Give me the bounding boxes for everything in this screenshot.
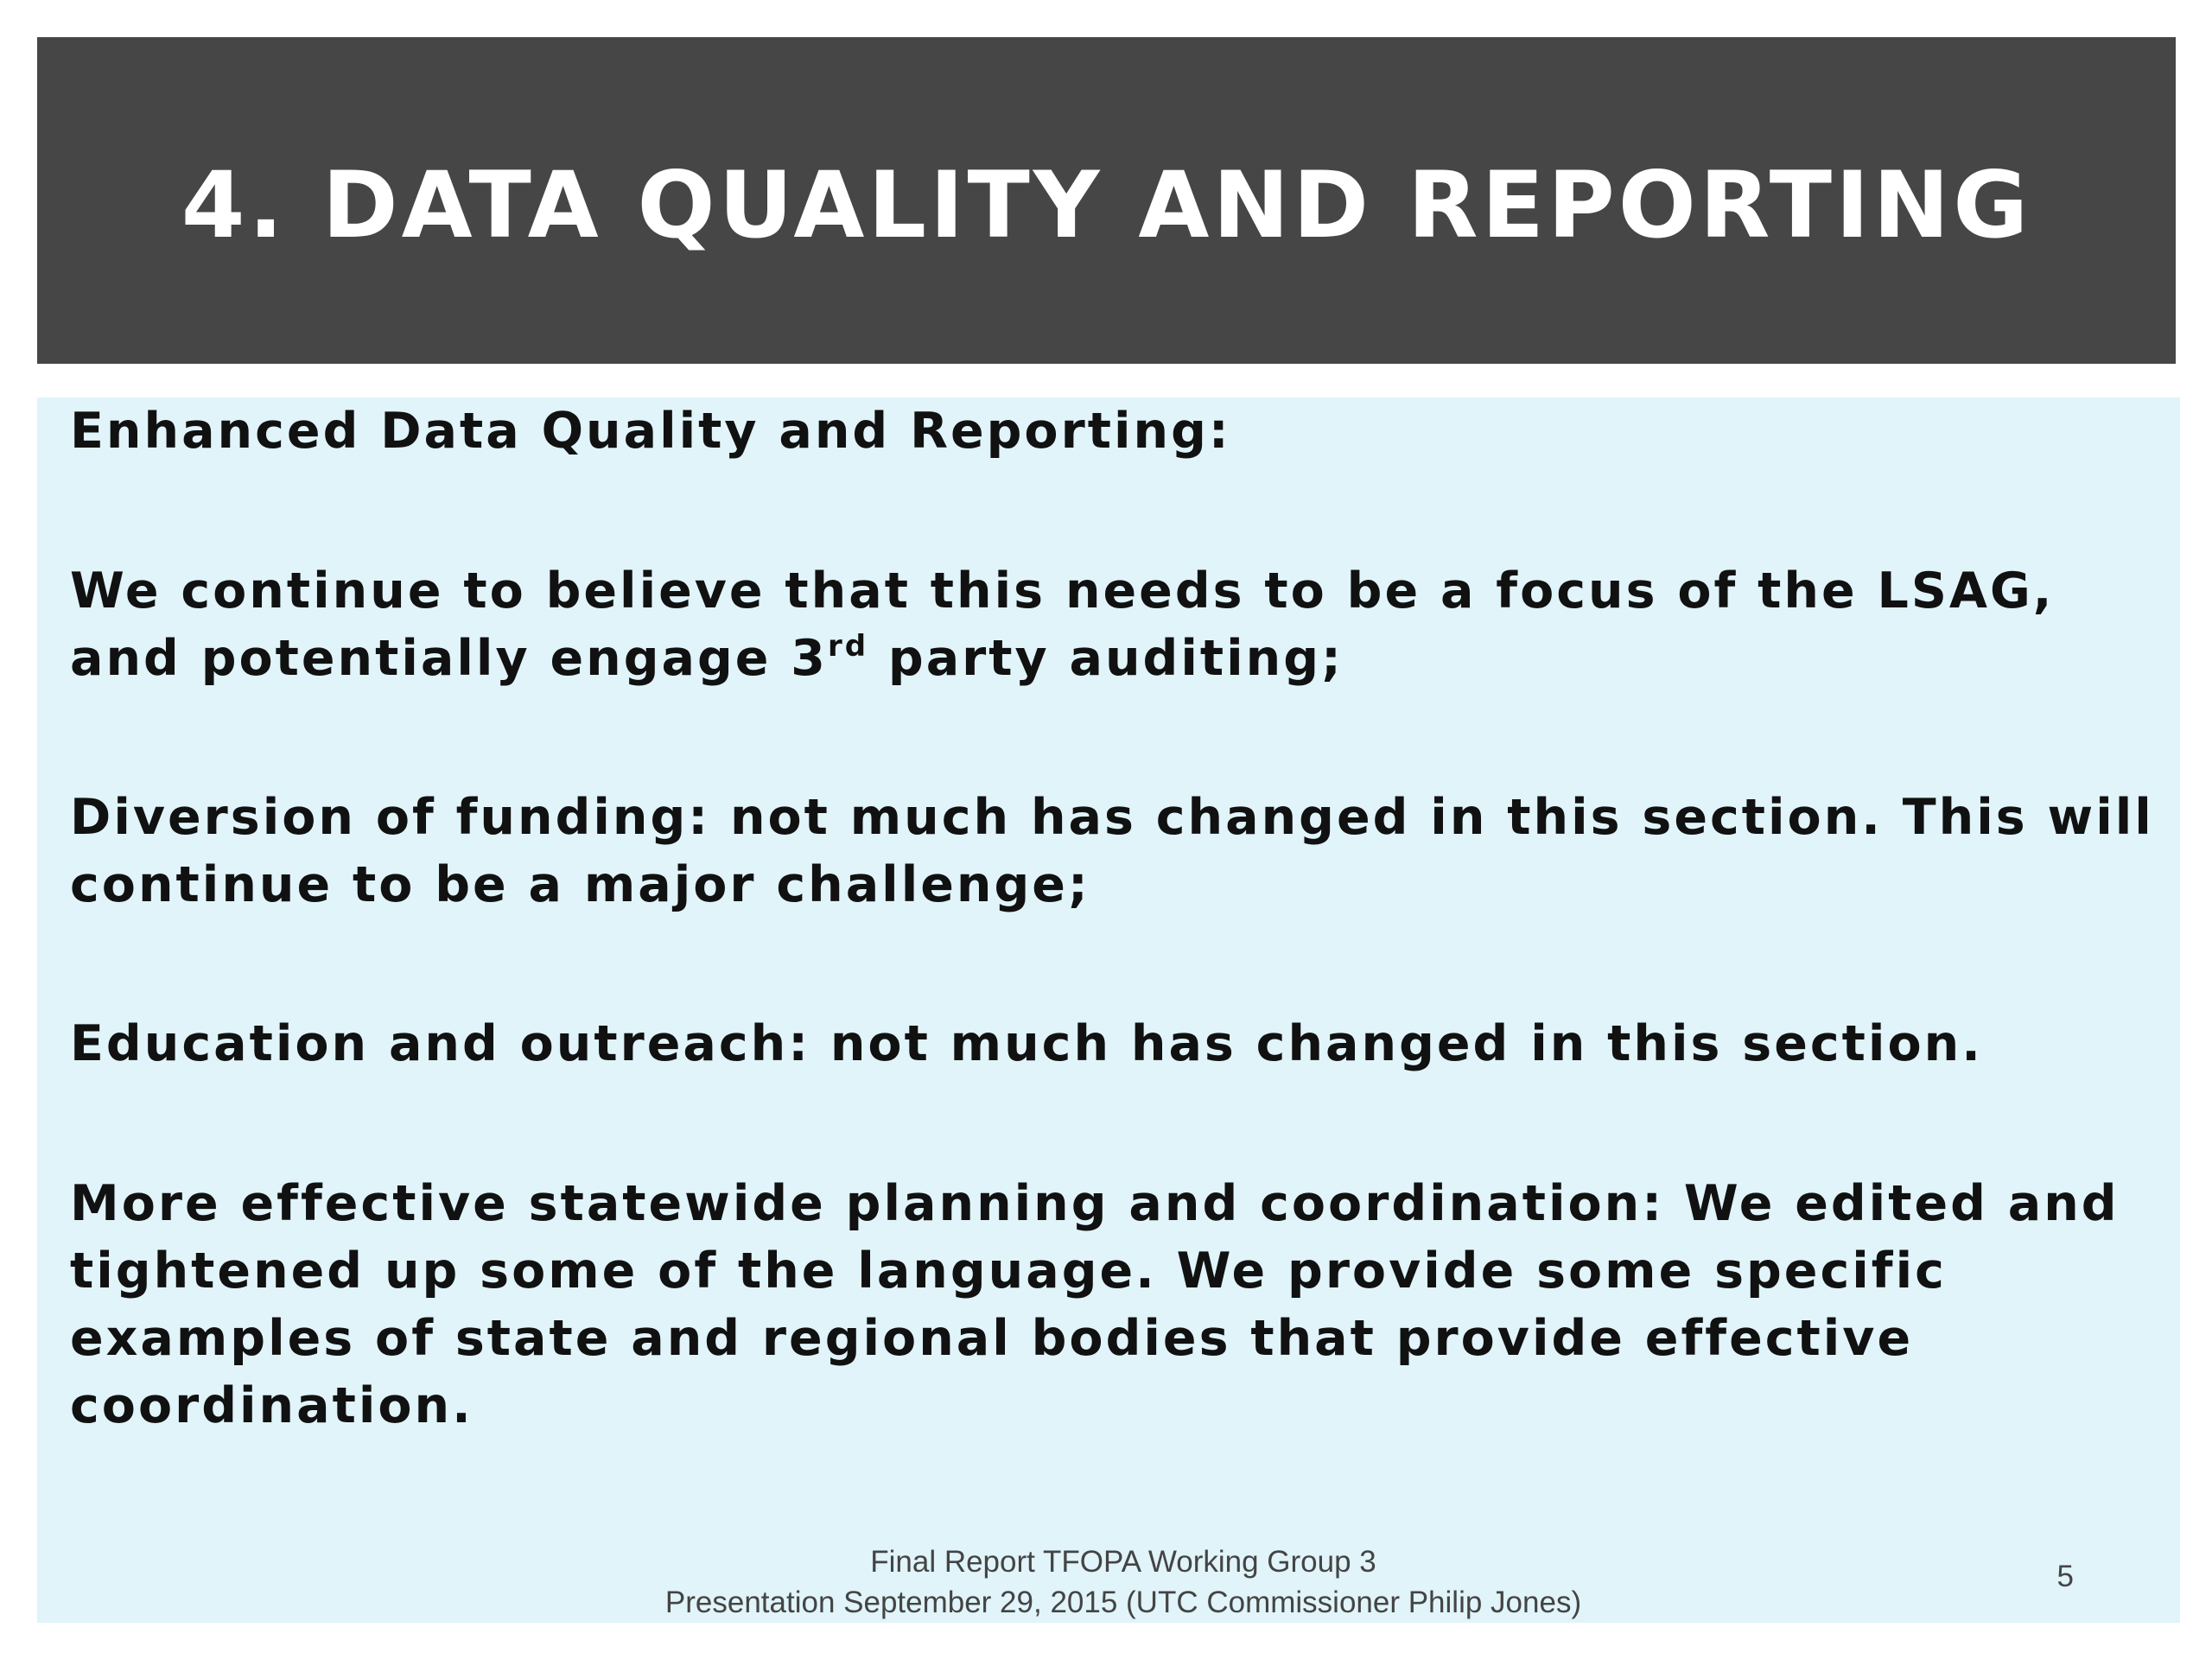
paragraph-data-quality-text: We continue to believe that this needs to be a focus of the LSAG, and potentially engage 3 [70,563,2055,687]
paragraph-data-quality-tail: party auditing; [868,630,1344,687]
title-bar [37,37,2176,364]
content-panel [37,397,2180,1623]
paragraph-diversion-of-funding: Diversion of funding: not much has changed in this section. This will continue to be a major challenge; [70,789,2154,913]
paragraph-statewide-planning: More effective statewide planning and coordination: We edited and tightened up some of the language. We provide some specific examples of state and regional bodies that provide effective coordination. [70,1175,2120,1434]
slide-footer [518,1541,1728,1623]
footer-line-1: Final Report TFOPA Working Group 3 [870,1545,1376,1579]
ordinal-suffix: rd [827,629,869,664]
page-number: 5 [2056,1560,2074,1593]
paragraph-education-outreach: Education and outreach: not much has changed in this section. [70,1015,1983,1072]
slide-title: 4. DATA QUALITY AND REPORTING [181,151,2032,258]
footer-line-2: Presentation September 29, 2015 (UTC Commissioner Philip Jones) [664,1586,1582,1619]
paragraph-data-quality [70,557,2161,692]
section-heading: Enhanced Data Quality and Reporting: [70,403,1231,460]
